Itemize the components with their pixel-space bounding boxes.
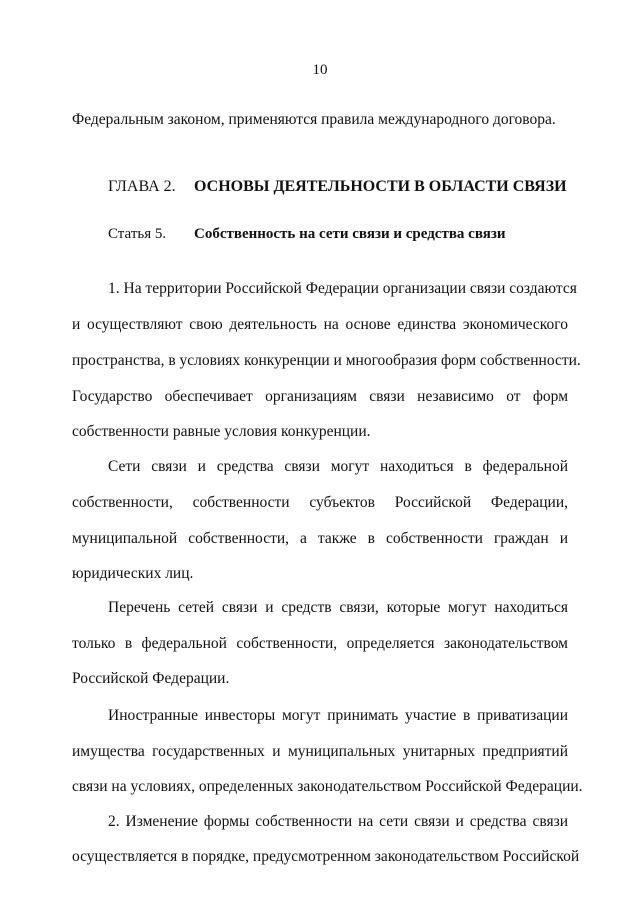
- article-label: Статья 5.: [108, 226, 167, 242]
- paragraph-line: 1. На территории Российской Федерации организации связи создаются: [108, 280, 577, 297]
- paragraph-line: Российской Федерации.: [72, 670, 230, 687]
- paragraph-line: 2. Изменение формы собственности на сети связи и средства связи: [108, 813, 568, 830]
- paragraph-line: Сети связи и средства связи могут находиться в федеральной: [108, 458, 568, 475]
- paragraph-line: собственности, собственности субъектов Российской Федерации,: [72, 494, 568, 511]
- page-number: 10: [312, 62, 328, 78]
- chapter-heading: [108, 178, 567, 196]
- article-heading: [108, 226, 506, 243]
- paragraph-line: юридических лиц.: [72, 565, 194, 582]
- paragraph-line: пространства, в условиях конкуренции и многообразия форм собственности.: [72, 352, 581, 369]
- paragraph-line: собственности равные условия конкуренции.: [72, 423, 371, 440]
- paragraph-line: и осуществляют свою деятельность на основе единства экономического: [72, 316, 568, 333]
- paragraph-line: связи на условиях, определенных законодательством Российской Федерации.: [72, 778, 583, 795]
- paragraph-line: муниципальной собственности, а также в собственности граждан и: [72, 530, 568, 547]
- paragraph-line: Перечень сетей связи и средств связи, которые могут находиться: [108, 599, 568, 616]
- paragraph-line: только в федеральной собственности, определяется законодательством: [72, 635, 568, 652]
- intro-line: Федеральным законом, применяются правила международного договора.: [72, 111, 556, 128]
- paragraph-line: Государство обеспечивает организациям связи независимо от форм: [72, 388, 568, 405]
- chapter-title: ОСНОВЫ ДЕЯТЕЛЬНОСТИ В ОБЛАСТИ СВЯЗИ: [194, 178, 567, 195]
- article-title: Собственность на сети связи и средства связи: [194, 226, 506, 242]
- chapter-label: ГЛАВА 2.: [108, 178, 176, 195]
- paragraph-line: осуществляется в порядке, предусмотренном законодательством Российской: [72, 848, 580, 865]
- paragraph-line: имущества государственных и муниципальных унитарных предприятий: [72, 743, 568, 760]
- paragraph-line: Иностранные инвесторы могут принимать участие в приватизации: [108, 707, 568, 724]
